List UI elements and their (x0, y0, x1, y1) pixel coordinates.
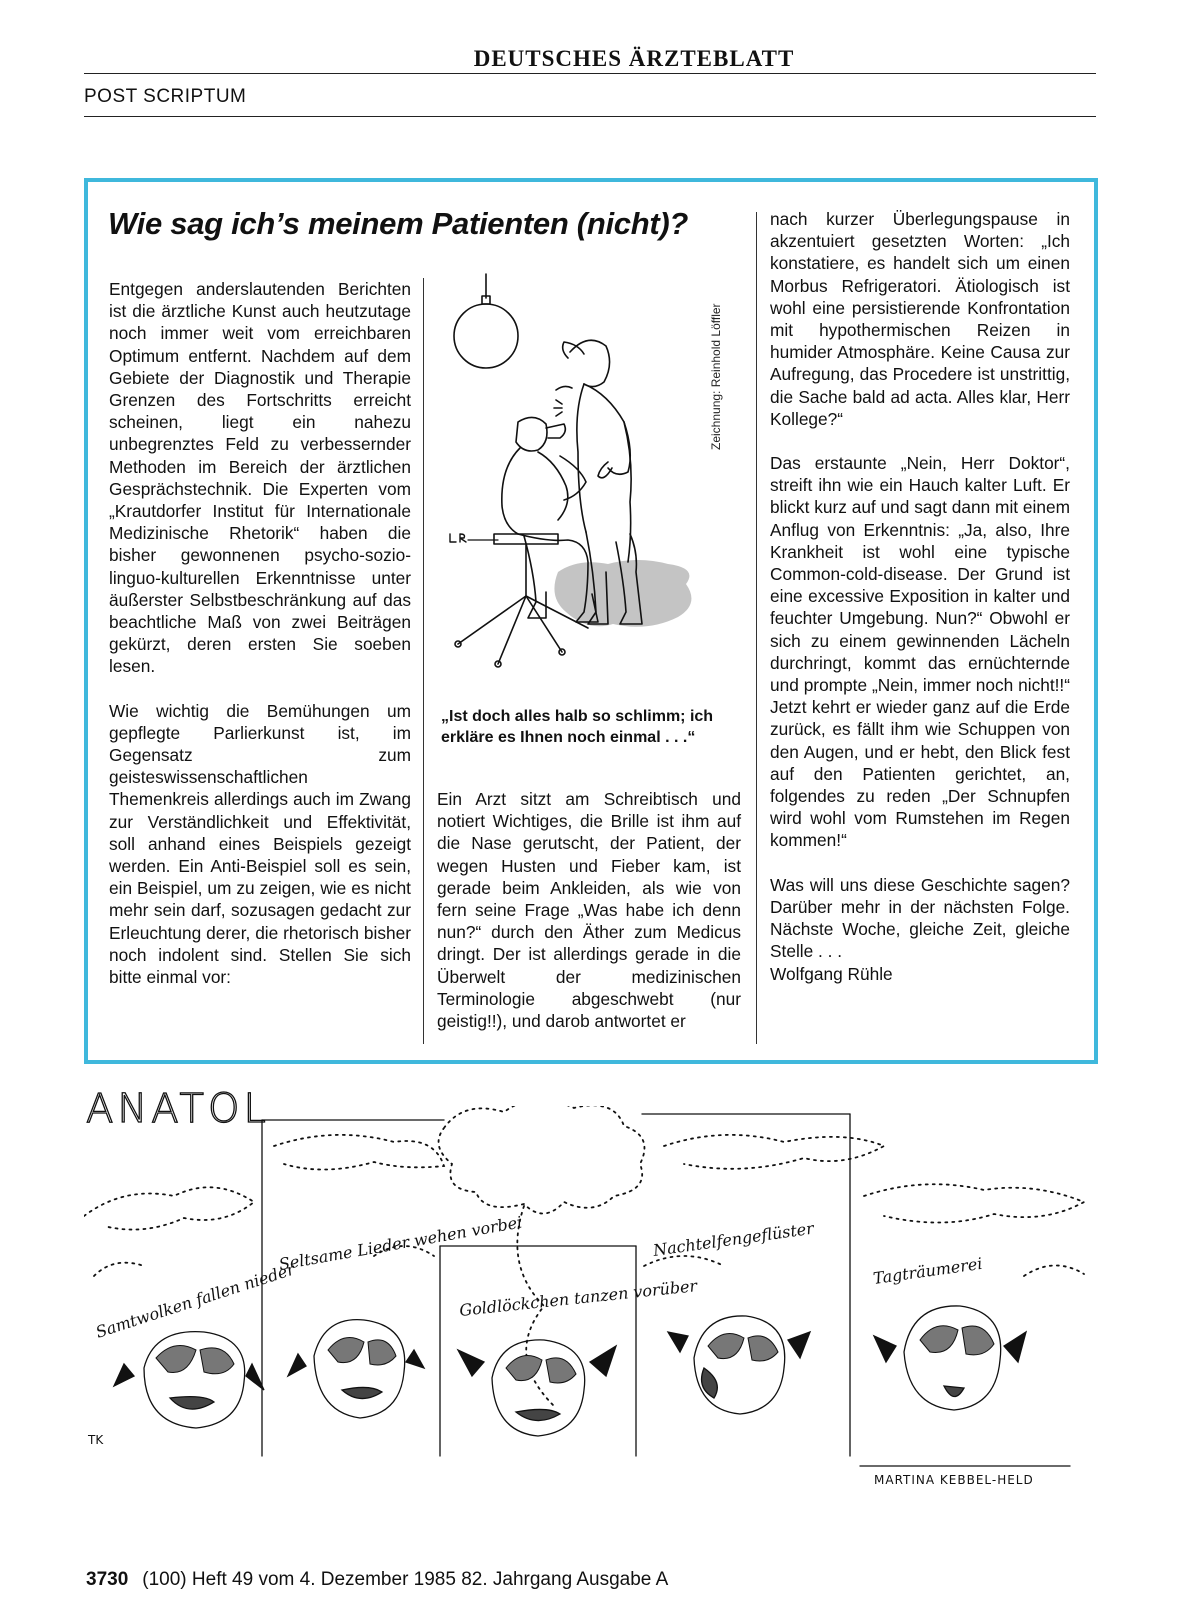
paragraph: Das erstaunte „Nein, Herr Doktor“, streift ihn wie ein Hauch kalter Luft. Er blickt kurz auf und sagt dann mit einem Anflug von Erkenntnis: „Ja, also, Ihre Krankheit ist wohl eine typische Common-cold-disease. Der Grund ist eine excessive Exposition in kalter und feuchter Umgebung. Nun?“ Obwohl er sich zu einem gewinnenden Lächeln durchringt, kommt das ernüchternde und prompte „Nein, immer noch nicht!!“ Jetzt kehrt er wieder ganz auf die Erde zurück, es fällt ihm wie Schuppen von den Augen, und er hebt, den Blick fest auf den Patienten gerichtet, an, folgendes zu reden „Der Schnupfen wird wohl vom Rumstehen im Regen kommen!“ (770, 453, 1070, 851)
comic-caption-1: Samtwolken fallen nieder (93, 1259, 297, 1342)
article-column-3 (770, 208, 1070, 985)
section-divider (84, 116, 1096, 117)
article-column-1 (109, 278, 411, 988)
paragraph: Wie wichtig die Bemühungen um gepflegte Parlierkunst ist, im Gegensatz zum geisteswissenschaftlichen Themenkreis allerdings auch im Zwang zur Verständlichkeit und Effektivität, soll anhand eines Beispiels gezeigt werden. Ein Anti-Beispiel soll es sein, ein Beispiel, um zu zeigen, wie es nicht mehr sein darf, sozusagen gedacht zur Erleuchtung derer, die rhetorisch bisher noch indolent sind. Stellen Sie sich bitte einmal vor: (109, 700, 411, 988)
article-column-2 (437, 788, 741, 1032)
journal-title: DEUTSCHES ÄRZTEBLATT (473, 46, 795, 71)
illustration-caption: „Ist doch alles halb so schlimm; ich erkläre es Ihnen noch einmal . . .“ (441, 708, 714, 746)
svg-text:ANATOL: ANATOL (86, 1086, 270, 1132)
anatol-head-1 (114, 1332, 264, 1428)
page-number: 3730 (86, 1569, 129, 1590)
paragraph: Ein Arzt sitzt am Schreibtisch und notiert Wichtiges, die Brille ist ihm auf die Nase gerutscht, der Patient, der wegen Husten und Fieber kam, ist gerade beim Ankleiden, als wie von fern seine Frage „Was habe ich denn nun?“ durch den Äther zum Medicus dringt. Der ist allerdings gerade in die Überwelt der medizinischen Terminologie abgeschwebt (nur geistig!!), und darob antwortet er (437, 789, 741, 1032)
comic-artist: MARTINA KEBBEL-HELD (874, 1473, 1034, 1487)
article-headline: Wie sag ich’s meinem Patienten (nicht)? (108, 206, 689, 241)
column-divider (756, 212, 757, 1044)
comic-caption-2: Seltsame Lieder wehen vorbei (277, 1212, 524, 1274)
anatol-comic-strip (84, 1106, 1096, 1526)
author-signature: Wolfgang Rühle (770, 963, 893, 984)
comic-caption-3: Goldlöckchen tanzen vorüber (458, 1276, 698, 1320)
issue-info: (100) Heft 49 vom 4. Dezember 1985 82. Jahrgang Ausgabe A (142, 1569, 669, 1590)
paragraph: Was will uns diese Geschichte sagen? Darüber mehr in der nächsten Folge. Nächste Woche, gleiche Zeit, gleiche Stelle . . . (770, 874, 1070, 962)
anatol-head-5 (874, 1306, 1026, 1410)
section-label: POST SCRIPTUM (84, 86, 247, 107)
dotted-clouds (84, 1106, 1084, 1406)
comic-caption-4: Nachtelfengeflüster (651, 1218, 815, 1260)
comic-caption-5: Tagträumerei (871, 1253, 984, 1288)
anatol-head-3 (458, 1340, 616, 1436)
anatol-head-2 (288, 1320, 424, 1418)
comic-signature-left: TK (88, 1433, 104, 1447)
anatol-head-4 (668, 1316, 810, 1414)
paragraph: nach kurzer Überlegungspause in akzentuiert gesetzten Worten: „Ich konstatiere, es handelt sich um einen Morbus Refrigeratori. Ätiologisch ist wohl eine persistierende Konfrontation mit hypothermischen Reizen in humider Atmosphäre. Keine Causa zur Aufregung, das Procedere ist unstrittig, die Sache bald ad acta. Alles klar, Herr Kollege?“ (770, 209, 1070, 429)
masthead (84, 44, 1096, 74)
illustration-credit: Zeichnung: Reinhold Löffler (709, 303, 723, 450)
doctor-patient-illustration (438, 272, 738, 704)
page-footer (86, 1569, 668, 1591)
column-divider (423, 278, 424, 1044)
paragraph: Entgegen anderslautenden Berichten ist die ärztliche Kunst auch heutzutage noch immer weit vom erreichbaren Optimum entfernt. Nachdem auf dem Gebiete der Diagnostik und Therapie Grenzen des Fortschritts erreicht scheinen, liegt ein nahezu unbegrenztes Feld zu verbessernder Methoden im Bereich der ärztlichen Gesprächstechnik. Die Experten vom „Krautdorfer Institut für Internationale Medizinische Rhetorik“ haben die bisher gewonnenen psycho-sozio-linguo-kulturellen Erkenntnisse unter äußerster Selbstbeschränkung auf das beachtliche Maß von zwei Beiträgen gekürzt, deren ersten Sie soeben lesen. (109, 279, 411, 677)
